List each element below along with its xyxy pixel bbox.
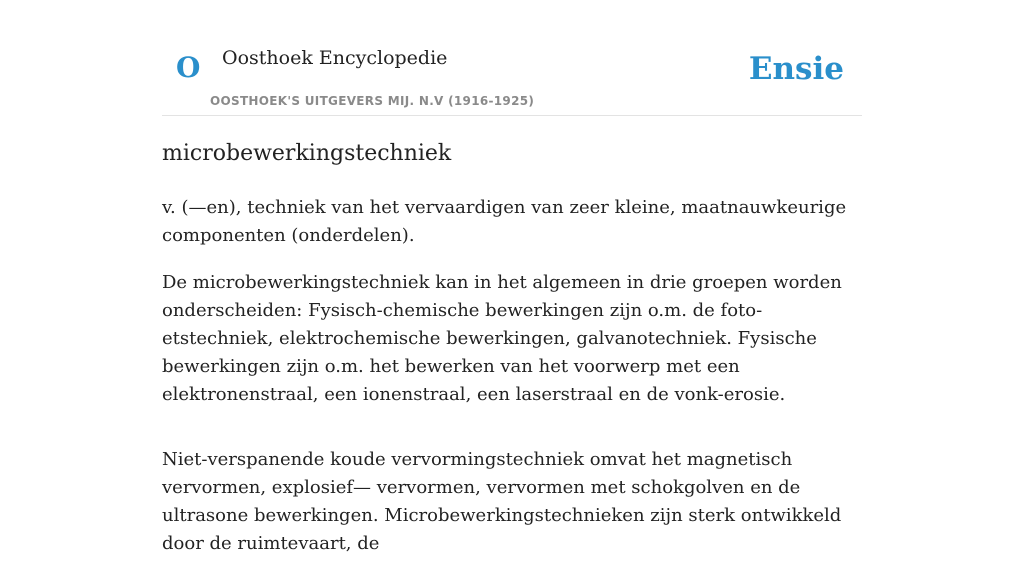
article-paragraph: Niet-verspanende koude vervormingstechniek omvat het magnetisch vervormen, explosief— vervormen, vervormen met schokgolven en de ultrasone bewerkingen. Microbewerkingstechnieken zijn sterk ontwikkeld door de ruimtevaart, de	[162, 449, 842, 554]
site-header	[162, 0, 862, 116]
brand-logo[interactable]: Ensie	[748, 51, 844, 87]
site-title[interactable]: Oosthoek Encyclopedie	[222, 47, 448, 69]
article	[162, 138, 862, 577]
article-paragraph: De microbewerkingstechniek kan in het algemeen in drie groepen worden onderscheiden: Fysisch-chemische bewerkingen zijn o.m. de foto-etstechniek, elektrochemische bewerkingen, galvanotechniek. Fysische bewerkingen zijn o.m. het bewerken van het voorwerp met een elektronenstraal, een ionenstraal, een laserstraal en de vonk-erosie.	[162, 272, 842, 405]
logo-icon[interactable]: O	[176, 51, 201, 84]
article-title: microbewerkingstechniek	[162, 141, 452, 166]
site-subtitle: OOSTHOEK'S UITGEVERS MIJ. N.V (1916-1925)	[210, 94, 535, 108]
article-paragraph: v. (—en), techniek van het vervaardigen van zeer kleine, maatnauwkeurige componenten (onderdelen).	[162, 197, 847, 246]
